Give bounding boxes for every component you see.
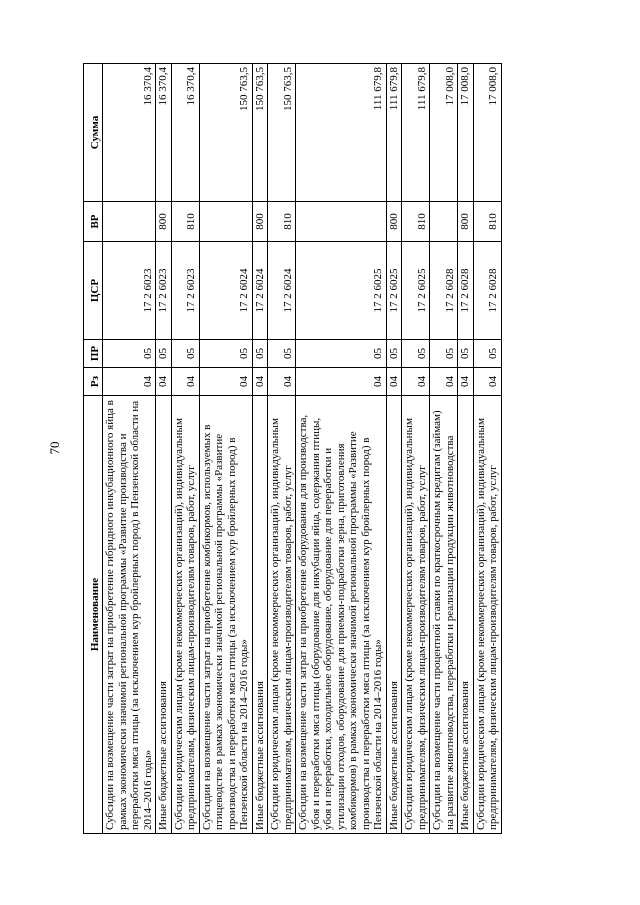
- table-row: [473, 64, 501, 834]
- table-row: [171, 64, 199, 834]
- cell-sum: 111 679,8: [402, 64, 430, 202]
- cell-name: Иные бюджетные ассигнования: [458, 396, 474, 834]
- cell-rz: 04: [402, 368, 430, 396]
- cell-name: Иные бюджетные ассигнования: [156, 396, 172, 834]
- cell-rz: 04: [103, 368, 156, 396]
- table-row: [156, 64, 172, 834]
- cell-name: Субсидии юридическим лицам (кроме некоммерческих организаций), индивидуальным предпринимателям, физическим лицам-производителям товаров, работ, услуг: [402, 396, 430, 834]
- table-row: [386, 64, 402, 834]
- cell-csr: 17 2 6028: [458, 242, 474, 340]
- cell-rz: 04: [156, 368, 172, 396]
- cell-vr: 800: [252, 202, 268, 242]
- header-vr: ВР: [84, 202, 103, 242]
- header-name: Наименование: [84, 396, 103, 834]
- cell-rz: 04: [473, 368, 501, 396]
- cell-rz: 04: [430, 368, 458, 396]
- cell-sum: 16 370,4: [156, 64, 172, 202]
- cell-pr: 05: [458, 340, 474, 368]
- cell-vr: 800: [386, 202, 402, 242]
- cell-name: Субсидии на возмещение части затрат на приобретение комбикормов, используемых в птицеводстве в рамках экономически значимой региональной программы «Развитие производства и переработки мяса птицы (за исключением кур бройлерных пород) в Пензенской области на 2014–2016 годы»: [199, 396, 252, 834]
- cell-csr: 17 2 6024: [268, 242, 296, 340]
- cell-sum: 16 370,4: [171, 64, 199, 202]
- table-row: [430, 64, 458, 834]
- cell-sum: 17 008,0: [430, 64, 458, 202]
- cell-csr: 17 2 6024: [199, 242, 252, 340]
- cell-name: Субсидии юридическим лицам (кроме некоммерческих организаций), индивидуальным предпринимателям, физическим лицам-производителям товаров, работ, услуг: [171, 396, 199, 834]
- cell-name: Иные бюджетные ассигнования: [386, 396, 402, 834]
- cell-rz: 04: [199, 368, 252, 396]
- cell-vr: 800: [156, 202, 172, 242]
- cell-csr: 17 2 6023: [156, 242, 172, 340]
- cell-pr: 05: [473, 340, 501, 368]
- cell-sum: 111 679,8: [386, 64, 402, 202]
- cell-csr: 17 2 6025: [386, 242, 402, 340]
- cell-sum: 111 679,8: [296, 64, 387, 202]
- cell-rz: 04: [296, 368, 387, 396]
- cell-rz: 04: [386, 368, 402, 396]
- cell-vr: 810: [473, 202, 501, 242]
- table-row: [103, 64, 156, 834]
- cell-name: Субсидии на возмещение части затрат на приобретение гибридного инкубационного яйца в рамках экономически значимой региональной программы «Развитие производства и переработки мяса птицы (за исключением кур бройлерных пород) в Пензенской области на 2014–2016 годы»: [103, 396, 156, 834]
- cell-rz: 04: [252, 368, 268, 396]
- cell-csr: 17 2 6028: [473, 242, 501, 340]
- cell-pr: 05: [268, 340, 296, 368]
- cell-rz: 04: [268, 368, 296, 396]
- table-row: [296, 64, 387, 834]
- cell-pr: 05: [430, 340, 458, 368]
- cell-pr: 05: [252, 340, 268, 368]
- cell-csr: 17 2 6024: [252, 242, 268, 340]
- table-row: [268, 64, 296, 834]
- cell-vr: [296, 202, 387, 242]
- cell-name: Субсидии юридическим лицам (кроме некоммерческих организаций), индивидуальным предпринимателям, физическим лицам-производителям товаров, работ, услуг: [473, 396, 501, 834]
- cell-pr: 05: [402, 340, 430, 368]
- cell-csr: 17 2 6023: [103, 242, 156, 340]
- table-row: [458, 64, 474, 834]
- table-row: [402, 64, 430, 834]
- cell-pr: 05: [199, 340, 252, 368]
- cell-sum: 16 370,4: [103, 64, 156, 202]
- cell-name: Субсидии на возмещение части процентной ставки по краткосрочным кредитам (займам) на развитие животноводства, переработки и реализации продукции животноводства: [430, 396, 458, 834]
- cell-vr: 810: [402, 202, 430, 242]
- cell-sum: 150 763,5: [268, 64, 296, 202]
- header-sum: Сумма: [84, 64, 103, 202]
- cell-sum: 150 763,5: [252, 64, 268, 202]
- cell-name: Иные бюджетные ассигнования: [252, 396, 268, 834]
- cell-sum: 150 763,5: [199, 64, 252, 202]
- header-csr: ЦСР: [84, 242, 103, 340]
- table-row: [252, 64, 268, 834]
- header-pr: ПР: [84, 340, 103, 368]
- cell-csr: 17 2 6028: [430, 242, 458, 340]
- cell-sum: 17 008,0: [458, 64, 474, 202]
- cell-pr: 05: [296, 340, 387, 368]
- table-row: [199, 64, 252, 834]
- cell-name: Субсидии юридическим лицам (кроме некоммерческих организаций), индивидуальным предпринимателям, физическим лицам-производителям товаров, работ, услуг: [268, 396, 296, 834]
- cell-csr: 17 2 6023: [171, 242, 199, 340]
- cell-csr: 17 2 6025: [296, 242, 387, 340]
- cell-vr: 800: [458, 202, 474, 242]
- cell-pr: 05: [103, 340, 156, 368]
- cell-sum: 17 008,0: [473, 64, 501, 202]
- cell-vr: [430, 202, 458, 242]
- cell-vr: 810: [171, 202, 199, 242]
- cell-csr: 17 2 6025: [402, 242, 430, 340]
- cell-rz: 04: [458, 368, 474, 396]
- page-number: 70: [47, 441, 62, 455]
- cell-rz: 04: [171, 368, 199, 396]
- cell-vr: [199, 202, 252, 242]
- cell-name: Субсидии на возмещение части затрат на приобретение оборудования для производства, убоя и переработки мяса птицы (оборудование для инкубации яйца, содержания птицы, убоя и переработки, холодильное оборудование, оборудование для переработки и утилизации отходов, оборудование для приемки-подработки зерна, приготовления комбикормов) в рамках экономически значимой региональной программы «Развитие производства и переработки мяса птицы (за исключением кур бройлерных пород) в Пензенской области на 2014–2016 годы»: [296, 396, 387, 834]
- cell-vr: 810: [268, 202, 296, 242]
- cell-pr: 05: [386, 340, 402, 368]
- table-header-row: [84, 64, 103, 834]
- header-rz: Рз: [84, 368, 103, 396]
- budget-table: [83, 63, 502, 834]
- cell-pr: 05: [156, 340, 172, 368]
- cell-pr: 05: [171, 340, 199, 368]
- rotated-table-container: [83, 64, 533, 834]
- cell-vr: [103, 202, 156, 242]
